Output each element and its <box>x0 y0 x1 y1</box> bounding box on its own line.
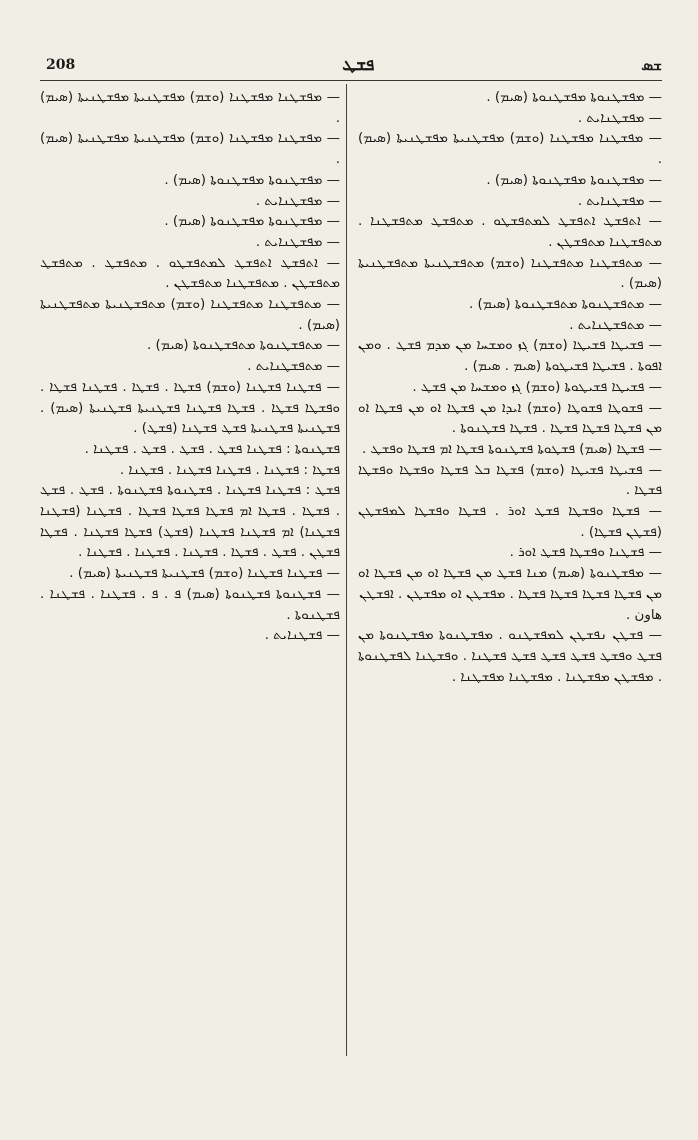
dictionary-entry: — ܦܫܝܛܐ ܦܫܝܛܐ (ܘܫܡ) ܦܫܛܐ ܒܠ ܦܫܛܐ ܘܦܫܛܐ ܘܦܫܛܐ ܦܫܛܐ . <box>358 462 662 499</box>
right-column <box>358 88 662 688</box>
dictionary-entry: — ܐܬܦܫܛ ܐܬܦܫܛ ܠܡܬܦܫܛܘ . ܡܬܦܫܛ ܡܬܦܫܛܢܐ . ܡܬܦܫܛܢܐ ܡܬܦܫܛܢ . <box>358 214 662 250</box>
dictionary-entry: — ܡܦܫܛܢܐܝܬ . <box>255 234 340 250</box>
dictionary-entry: ܦܫܛܐ : ܦܫܛܢܐ . ܦܫܛܢܐ ܦܫܛܢܐ . ܦܫܛܢܐ . <box>119 462 340 478</box>
page-number: 208 <box>46 57 76 73</box>
dictionary-entry: — ܡܦܫܛܢܐ ܡܦܫܛܢܐ (ܘܫܡ) ܡܦܫܛܢܝܬܐ ܡܦܫܛܢܝܬܐ (ܣܝܡ) . <box>358 131 662 168</box>
dictionary-entry: — ܡܦܫܛܢܐܝܬ . <box>577 193 662 209</box>
dictionary-entry: — ܡܬܦܫܛܢܐ ܡܬܦܫܛܢܐ (ܘܫܡ) ܡܬܦܫܛܢܝܬܐ ܡܬܦܫܛܢܝܬܐ (ܣܝܡ) . <box>358 255 662 292</box>
dictionary-entry: — ܡܦܫܛܢܐܝܬ . <box>255 193 340 209</box>
dictionary-entry: — ܡܦܫܛܢܘܬܐ ܡܦܫܛܢܘܬܐ (ܣܝܡ) . <box>164 172 340 188</box>
dictionary-entry: — ܡܦܫܛܢܐܝܬ . <box>577 110 662 126</box>
dictionary-entry: هاون . <box>626 607 662 623</box>
header-rule <box>40 80 662 81</box>
dictionary-entry: — ܦܫܛܐ ܘܦܫܛܐ ܦܫܛ ܐܘܪ . ܦܫܛܐ ܘܦܫܛܐ ܠܡܦܫܛܢ (ܦܫܛܢ ܦܫܛܐ) . <box>358 504 662 540</box>
dictionary-entry: ܦܫܛܢܘܬܐ : ܦܫܛܢܐ ܦܫܛ . ܦܫܛ . ܦܫܛ . ܦܫܛܢܐ . <box>84 441 340 457</box>
left-column <box>40 88 340 647</box>
dictionary-entry: — ܦܫܛܢܘܬܐ ܦܫܛܢܘܬܐ (ܣܝܡ) ܦ . ܦ . ܦܫܛܢܐ . ܦܫܛܢܐ . ܦܫܛܢܘܬܐ . <box>40 586 340 623</box>
dictionary-entry: — ܡܬܦܫܛܢܐܝܬ . <box>569 317 662 333</box>
dictionary-entry: — ܐܬܦܫܛ ܐܬܦܫܛ ܠܡܬܦܫܛܘ . ܡܬܦܫܛ . ܡܬܦܫܛ ܡܬܦܫܛܢ . ܡܬܦܫܛܢܐ ܡܬܦܫܛܢ . <box>40 255 340 292</box>
root-mark: ܫܣ <box>641 56 662 74</box>
dictionary-entry: — ܡܦܫܛܢܐ ܡܦܫܛܢܐ (ܘܫܡ) ܡܦܫܛܢܝܬܐ ܡܦܫܛܢܝܬܐ (ܣܝܡ) . <box>40 131 340 168</box>
dictionary-entry: — ܡܦܫܛܢܘܬܐ (ܣܝܡ) ܡܢܐ ܦܫܛ ܡܢ ܦܫܛܐ ܐܘ ܡܢ ܦܫܛܐ ܐܘ ܡܢ ܦܫܛܐ ܦܫܛܐ ܦܫܛܐ ܦܫܛܐ . ܡܦܫܛܢ ܐܘ ܡܦܫܛܢ . ܐܦܫܛܢ <box>358 566 662 602</box>
dictionary-entry: ܦܫܛ : ܦܫܛܢܐ ܦܫܛܢܐ . ܦܫܛܢܘܬܐ ܦܫܛܢܘܬܐ . ܦܫܛ . ܦܫܛ . ܦܫܛܐ . ܦܫܛܐ ܐܡ ܦܫܛܐ ܦܫܛܐ ܦܫܛܐ . ܦܫܛܢܐ (ܦܫܛܢܐ ܦܫܛܢܐ) ܐܡ ܦܫܛܢܐ ܦܫܛܢܐ (ܦܫܛ) ܦܫܛܐ ܦܫܛܢܐ . ܦܫܛܐ ܦܫܛܢ . ܦܫܛ . ܦܫܛܐ . ܦܫܛܢܐ . ܦܫܛܢܐ . ܦܫܛܢܐ . <box>40 483 340 561</box>
dictionary-entry: — ܡܬܦܫܛܢܐܝܬ . <box>247 359 340 375</box>
dictionary-entry: — ܡܬܦܫܛܢܘܬܐ ܡܬܦܫܛܢܘܬܐ (ܣܝܡ) . <box>469 297 662 313</box>
dictionary-entry: — ܦܫܛܢܐ ܦܫܛܢܐ (ܘܫܡ) ܦܫܛܐ . ܦܫܛܐ . ܦܫܛܢܐ ܦܫܛܐ . ܘܦܫܛܐ ܦܫܛܐ . ܦܫܛܐ ܦܫܛܢܐ ܦܫܛܢܝܬܐ ܦܫܛܢܝܬܐ (ܣܝܡ) . ܦܫܛܢܝܬܐ ܦܫܛܢܝܬܐ ܦܫܛ ܦܫܛܢܐ (ܦܫܛ) . <box>40 379 340 437</box>
dictionary-entry: — ܦܫܛܢܐ ܘܦܫܛܐ ܦܫܛ ܐܘܪ . <box>509 545 662 561</box>
dictionary-entry: — ܡܬܦܫܛܢܘܬܐ ܡܬܦܫܛܢܘܬܐ (ܣܝܡ) . <box>147 338 340 354</box>
dictionary-entry: — ܡܦܫܛܢܘܬܐ ܡܦܫܛܢܘܬܐ (ܣܝܡ) . <box>486 90 662 105</box>
dictionary-entry: — ܡܦܫܛܢܘܬܐ ܡܦܫܛܢܘܬܐ (ܣܝܡ) . <box>164 214 340 230</box>
column-divider <box>346 84 347 1056</box>
dictionary-entry: — ܦܫܛܢܐܝܬ . <box>264 628 340 644</box>
dictionary-entry: — ܡܦܫܛܢܐ ܡܦܫܛܢܐ (ܘܫܡ) ܡܦܫܛܢܝܬܐ ܡܦܫܛܢܝܬܐ (ܣܝܡ) . <box>40 90 340 126</box>
running-title: ܦܫܛ <box>342 55 375 75</box>
dictionary-entry: — ܦܫܛܢܐ ܦܫܛܢܐ (ܘܫܡ) ܦܫܛܢܝܬܐ ܦܫܛܢܝܬܐ (ܣܝܡ) . <box>69 566 340 582</box>
page-header <box>46 52 662 78</box>
dictionary-entry: — ܦܫܛܢ ܢܦܫܛܢ ܠܡܦܫܛܢܘ . ܡܦܫܛܢܘܬܐ ܡܦܫܛܢܘܬܐ ܡܢ ܦܫܛ ܘܦܫܛ ܦܫܛ ܦܫܛ ܦܫܛ ܦܫܛܢܐ . ܘܦܫܛܢܐ ܠܦܫܛܢܘܬܐ . ܡܦܫܛܢ ܡܦܫܛܢܐ . ܡܦܫܛܢܐ ܡܦܫܛܢܐ . <box>358 628 662 685</box>
dictionary-entry: — ܡܦܫܛܢܘܬܐ ܡܦܫܛܢܘܬܐ (ܣܝܡ) . <box>486 172 662 188</box>
dictionary-entry: — ܦܫܘܛܐ ܦܫܘܛܐ (ܘܫܡ) ܐܝܕܐ ܡܢ ܦܫܛܐ ܐܘ ܡܢ ܦܫܛܐ ܐܘ ܡܢ ܦܫܛܐ ܦܫܛܐ ܦܫܛܐ . ܦܫܛܐ ܦܫܛܢܘܬܐ . <box>358 400 662 437</box>
dictionary-entry: — ܡܬܦܫܛܢܐ ܡܬܦܫܛܢܐ (ܘܫܡ) ܡܬܦܫܛܢܝܬܐ ܡܬܦܫܛܢܝܬܐ (ܣܝܡ) . <box>40 297 340 333</box>
dictionary-entry: — ܦܫܝܛܐ ܦܫܝܛܘܬܐ (ܘܫܡ) ܓܙ ܘܡܫܚܐ ܡܢ ܦܫܛ . <box>412 379 662 395</box>
dictionary-entry: — ܦܫܛܐ (ܣܝܡ) ܦܫܛܘܬܐ ܦܫܛܢܘܬܐ ܦܫܛܐ ܐܡ ܦܫܛܐ ܘܦܫܛ . <box>362 441 662 457</box>
dictionary-entry: — ܦܫܝܛܐ ܦܫܝܛܐ (ܘܫܡ) ܓܙ ܘܡܫܚܐ ܡܢ ܡܕܡ ܦܫܛ . ܘܡܢ ܐܦܘܬܐ . ܦܫܝܛܐ ܦܫܝܛܘܬܐ (ܣܝܡ . ܣܝܡ) . <box>358 338 662 375</box>
